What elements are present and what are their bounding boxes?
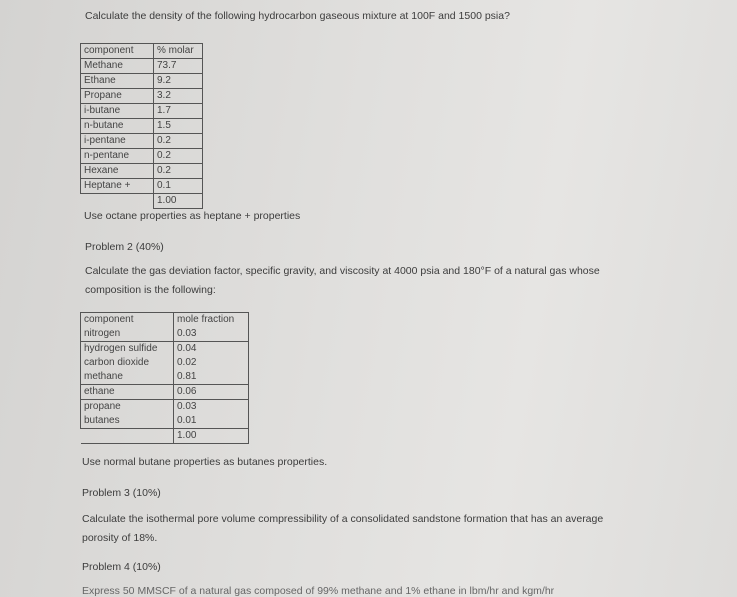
table-row-cell-0: hydrogen sulfide xyxy=(81,342,174,357)
table-row-cell-0: i-butane xyxy=(81,104,154,119)
table-row-cell-1: 73.7 xyxy=(154,59,203,74)
table-row xyxy=(81,89,203,104)
table-row-cell-1: 9.2 xyxy=(154,74,203,89)
table-row xyxy=(81,385,249,400)
table-total-row xyxy=(81,194,203,209)
table-row xyxy=(81,356,249,370)
problem1-question: Calculate the density of the following hydrocarbon gaseous mixture at 100F and 1500 psia? xyxy=(85,10,510,22)
table-total-row-cell-1: 1.00 xyxy=(174,429,249,444)
table-row-cell-1: 0.04 xyxy=(174,342,249,357)
table-row-cell-1: 0.06 xyxy=(174,385,249,400)
problem4-heading: Problem 4 (10%) xyxy=(82,561,161,573)
table-row-cell-1: 0.03 xyxy=(174,327,249,342)
table-row xyxy=(81,119,203,134)
table-header-row xyxy=(81,44,203,59)
problem3-heading: Problem 3 (10%) xyxy=(82,487,161,499)
table-header-row-cell-0: component xyxy=(81,44,154,59)
problem2-note: Use normal butane properties as butanes properties. xyxy=(82,456,328,468)
table-row xyxy=(81,327,249,342)
table-row-cell-0: ethane xyxy=(81,385,174,400)
table-total-row-cell-0 xyxy=(81,429,174,444)
table-row-cell-0: Hexane xyxy=(81,164,154,179)
problem1-note: Use octane properties as heptane + properties xyxy=(84,210,301,222)
table-row-cell-0: Propane xyxy=(81,89,154,104)
table-row-cell-1: 1.7 xyxy=(154,104,203,119)
problem2-question: Calculate the gas deviation factor, specific gravity, and viscosity at 4000 psia and 180°F of a natural gas whose composition is the following: xyxy=(85,265,600,296)
table-row xyxy=(81,400,249,415)
table-row-cell-1: 0.2 xyxy=(154,149,203,164)
table-row-cell-1: 0.03 xyxy=(174,400,249,415)
problem4-cutoff-text: Express 50 MMSCF of a natural gas composed of 99% methane and 1% ethane in lbm/hr and kgm/hr xyxy=(82,585,555,597)
table-row xyxy=(81,414,249,429)
table-row xyxy=(81,149,203,164)
table-row-cell-1: 0.2 xyxy=(154,164,203,179)
table-total-row xyxy=(81,429,249,444)
table-row-cell-0: carbon dioxide xyxy=(81,356,174,370)
table-total-row-cell-0 xyxy=(81,194,154,209)
table-row-cell-1: 0.01 xyxy=(174,414,249,429)
table-row xyxy=(81,104,203,119)
table-row xyxy=(81,342,249,357)
table-row-cell-0: i-pentane xyxy=(81,134,154,149)
table-row-cell-0: Heptane + xyxy=(81,179,154,194)
table-row-cell-1: 0.2 xyxy=(154,134,203,149)
table-row-cell-0: Ethane xyxy=(81,74,154,89)
table-row-cell-1: 0.02 xyxy=(174,356,249,370)
table-row xyxy=(81,74,203,89)
table-row-cell-1: 1.5 xyxy=(154,119,203,134)
table-header-row xyxy=(81,313,249,328)
table-row xyxy=(81,179,203,194)
problem3-question: Calculate the isothermal pore volume compressibility of a consolidated sandstone formation that has an average porosity of 18%. xyxy=(82,513,604,544)
problem2-heading: Problem 2 (40%) xyxy=(85,241,164,253)
table-row-cell-0: butanes xyxy=(81,414,174,429)
table-row xyxy=(81,134,203,149)
table-row-cell-0: n-butane xyxy=(81,119,154,134)
table-row xyxy=(81,164,203,179)
table-row-cell-0: nitrogen xyxy=(81,327,174,342)
table-row-cell-0: methane xyxy=(81,370,174,385)
table-row xyxy=(81,370,249,385)
table-header-row-cell-1: mole fraction xyxy=(174,313,249,328)
table-header-row-cell-0: component xyxy=(81,313,174,328)
table-row-cell-0: n-pentane xyxy=(81,149,154,164)
problem1-composition-table xyxy=(80,43,203,209)
table-total-row-cell-1: 1.00 xyxy=(154,194,203,209)
table-header-row-cell-1: % molar xyxy=(154,44,203,59)
table-row-cell-1: 3.2 xyxy=(154,89,203,104)
table-row xyxy=(81,59,203,74)
problem2-composition-table xyxy=(80,312,249,444)
table-row-cell-0: Methane xyxy=(81,59,154,74)
table-row-cell-1: 0.81 xyxy=(174,370,249,385)
table-row-cell-0: propane xyxy=(81,400,174,415)
table-row-cell-1: 0.1 xyxy=(154,179,203,194)
